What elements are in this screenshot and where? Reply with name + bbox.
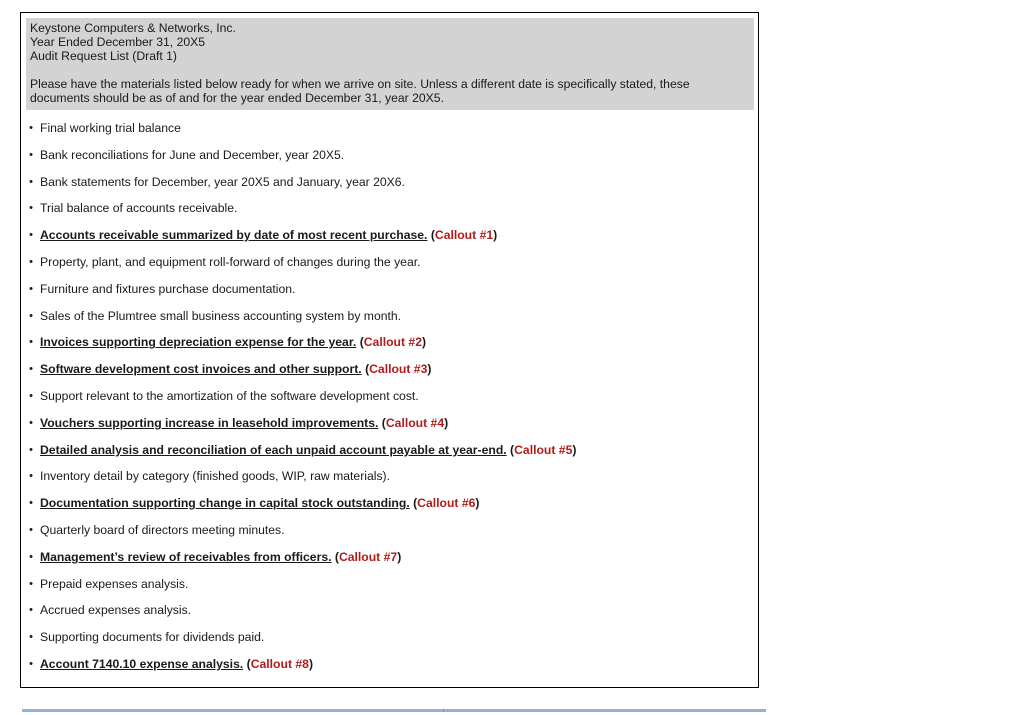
- list-item[interactable]: [26, 361, 746, 388]
- callout-tag[interactable]: (Callout #7): [334, 549, 402, 564]
- item-text: Bank statements for December, year 20X5 and January, year 20X6.: [40, 174, 405, 189]
- callout-tag[interactable]: (Callout #6): [413, 496, 480, 511]
- bullet-icon: •: [29, 470, 33, 483]
- bullet-icon: •: [29, 577, 33, 590]
- item-text: Prepaid expenses analysis.: [40, 576, 189, 591]
- callout-tag[interactable]: (Callout #3): [365, 362, 432, 377]
- bullet-icon: •: [29, 497, 33, 510]
- item-text: Sales of the Plumtree small business accounting system by month.: [40, 308, 402, 323]
- item-text: Property, plant, and equipment roll-forward of changes during the year.: [40, 254, 421, 269]
- callout-label[interactable]: Callout #2: [363, 335, 422, 350]
- callout-label[interactable]: Callout #6: [417, 496, 476, 511]
- instructions-text: Please have the materials listed below ready for when we arrive on site. Unless a different date is specifically stated, these documents should be as of and for the year ended December 31, year 20X5.: [30, 77, 690, 105]
- period-label: Year Ended December 31, 20X5: [30, 35, 206, 49]
- callout-tag[interactable]: (Callout #4): [381, 415, 449, 430]
- list-item: [26, 576, 746, 603]
- bottom-divider: [22, 709, 766, 712]
- item-text: Furniture and fixtures purchase documentation.: [40, 281, 296, 296]
- callout-label[interactable]: Callout #4: [385, 415, 445, 430]
- bullet-icon: •: [29, 175, 33, 188]
- item-link[interactable]: Vouchers supporting increase in leasehold improvements.: [40, 415, 379, 430]
- list-item: [26, 254, 746, 281]
- list-item: [26, 388, 746, 415]
- request-list: [26, 120, 746, 683]
- bullet-icon: •: [29, 604, 33, 617]
- list-item: [26, 629, 746, 656]
- item-text: Supporting documents for dividends paid.: [40, 630, 265, 645]
- callout-label[interactable]: Callout #8: [250, 656, 309, 671]
- item-text: Accrued expenses analysis.: [40, 603, 192, 618]
- list-item[interactable]: [26, 442, 746, 469]
- list-item[interactable]: [26, 495, 746, 522]
- bullet-icon: •: [29, 550, 33, 563]
- bullet-icon: •: [29, 122, 33, 134]
- item-link[interactable]: Documentation supporting change in capital stock outstanding.: [40, 496, 410, 511]
- callout-label[interactable]: Callout #5: [514, 442, 573, 457]
- item-text: Support relevant to the amortization of the software development cost.: [40, 388, 419, 403]
- bullet-icon: •: [29, 416, 33, 429]
- bottom-divider-tick: [443, 709, 444, 712]
- list-item: [26, 308, 746, 335]
- list-title: Audit Request List (Draft 1): [30, 49, 177, 63]
- list-item: [26, 468, 746, 495]
- item-text: Trial balance of accounts receivable.: [40, 201, 238, 216]
- list-item[interactable]: [26, 334, 746, 361]
- list-item[interactable]: [26, 549, 746, 576]
- list-item: [26, 602, 746, 629]
- item-text: Final working trial balance: [40, 121, 181, 135]
- item-link[interactable]: Detailed analysis and reconciliation of each unpaid account payable at year-end.: [40, 442, 507, 457]
- company-name: Keystone Computers & Networks, Inc.: [30, 21, 236, 35]
- list-item[interactable]: [26, 656, 746, 683]
- list-item[interactable]: [26, 227, 746, 254]
- callout-label[interactable]: Callout #3: [369, 362, 428, 377]
- audit-request-document: [20, 12, 759, 688]
- bullet-icon: •: [29, 657, 33, 670]
- item-link[interactable]: Account 7140.10 expense analysis.: [40, 656, 244, 671]
- bullet-icon: •: [29, 148, 33, 161]
- bullet-icon: •: [29, 336, 33, 349]
- callout-tag[interactable]: (Callout #5): [510, 442, 577, 457]
- list-item: [26, 174, 746, 201]
- item-link[interactable]: Management’s review of receivables from officers.: [40, 549, 332, 564]
- bullet-icon: •: [29, 443, 33, 456]
- callout-tag[interactable]: (Callout #8): [246, 656, 314, 671]
- bullet-icon: •: [29, 282, 33, 295]
- document-header: [26, 18, 754, 110]
- item-text: Inventory detail by category (finished goods, WIP, raw materials).: [40, 469, 390, 484]
- bullet-icon: •: [29, 229, 33, 242]
- list-item: [26, 120, 746, 147]
- list-item: [26, 281, 746, 308]
- bullet-icon: •: [29, 389, 33, 402]
- bullet-icon: •: [29, 255, 33, 268]
- list-item[interactable]: [26, 415, 746, 442]
- item-link[interactable]: Software development cost invoices and other support.: [40, 362, 362, 377]
- bullet-icon: •: [29, 523, 33, 536]
- callout-tag[interactable]: (Callout #2): [359, 335, 427, 350]
- item-text: Quarterly board of directors meeting minutes.: [40, 522, 285, 537]
- bullet-icon: •: [29, 309, 33, 322]
- item-link[interactable]: Accounts receivable summarized by date of most recent purchase.: [40, 228, 428, 243]
- callout-tag[interactable]: (Callout #1): [430, 228, 498, 243]
- callout-label[interactable]: Callout #7: [338, 549, 398, 564]
- list-item: [26, 522, 746, 549]
- bullet-icon: •: [29, 631, 33, 644]
- list-item: [26, 200, 746, 227]
- item-link[interactable]: Invoices supporting depreciation expense for the year.: [40, 335, 357, 350]
- bullet-icon: •: [29, 202, 33, 215]
- callout-label[interactable]: Callout #1: [434, 228, 494, 243]
- item-text: Bank reconciliations for June and December, year 20X5.: [40, 147, 345, 162]
- list-item: [26, 147, 746, 174]
- bullet-icon: •: [29, 363, 33, 376]
